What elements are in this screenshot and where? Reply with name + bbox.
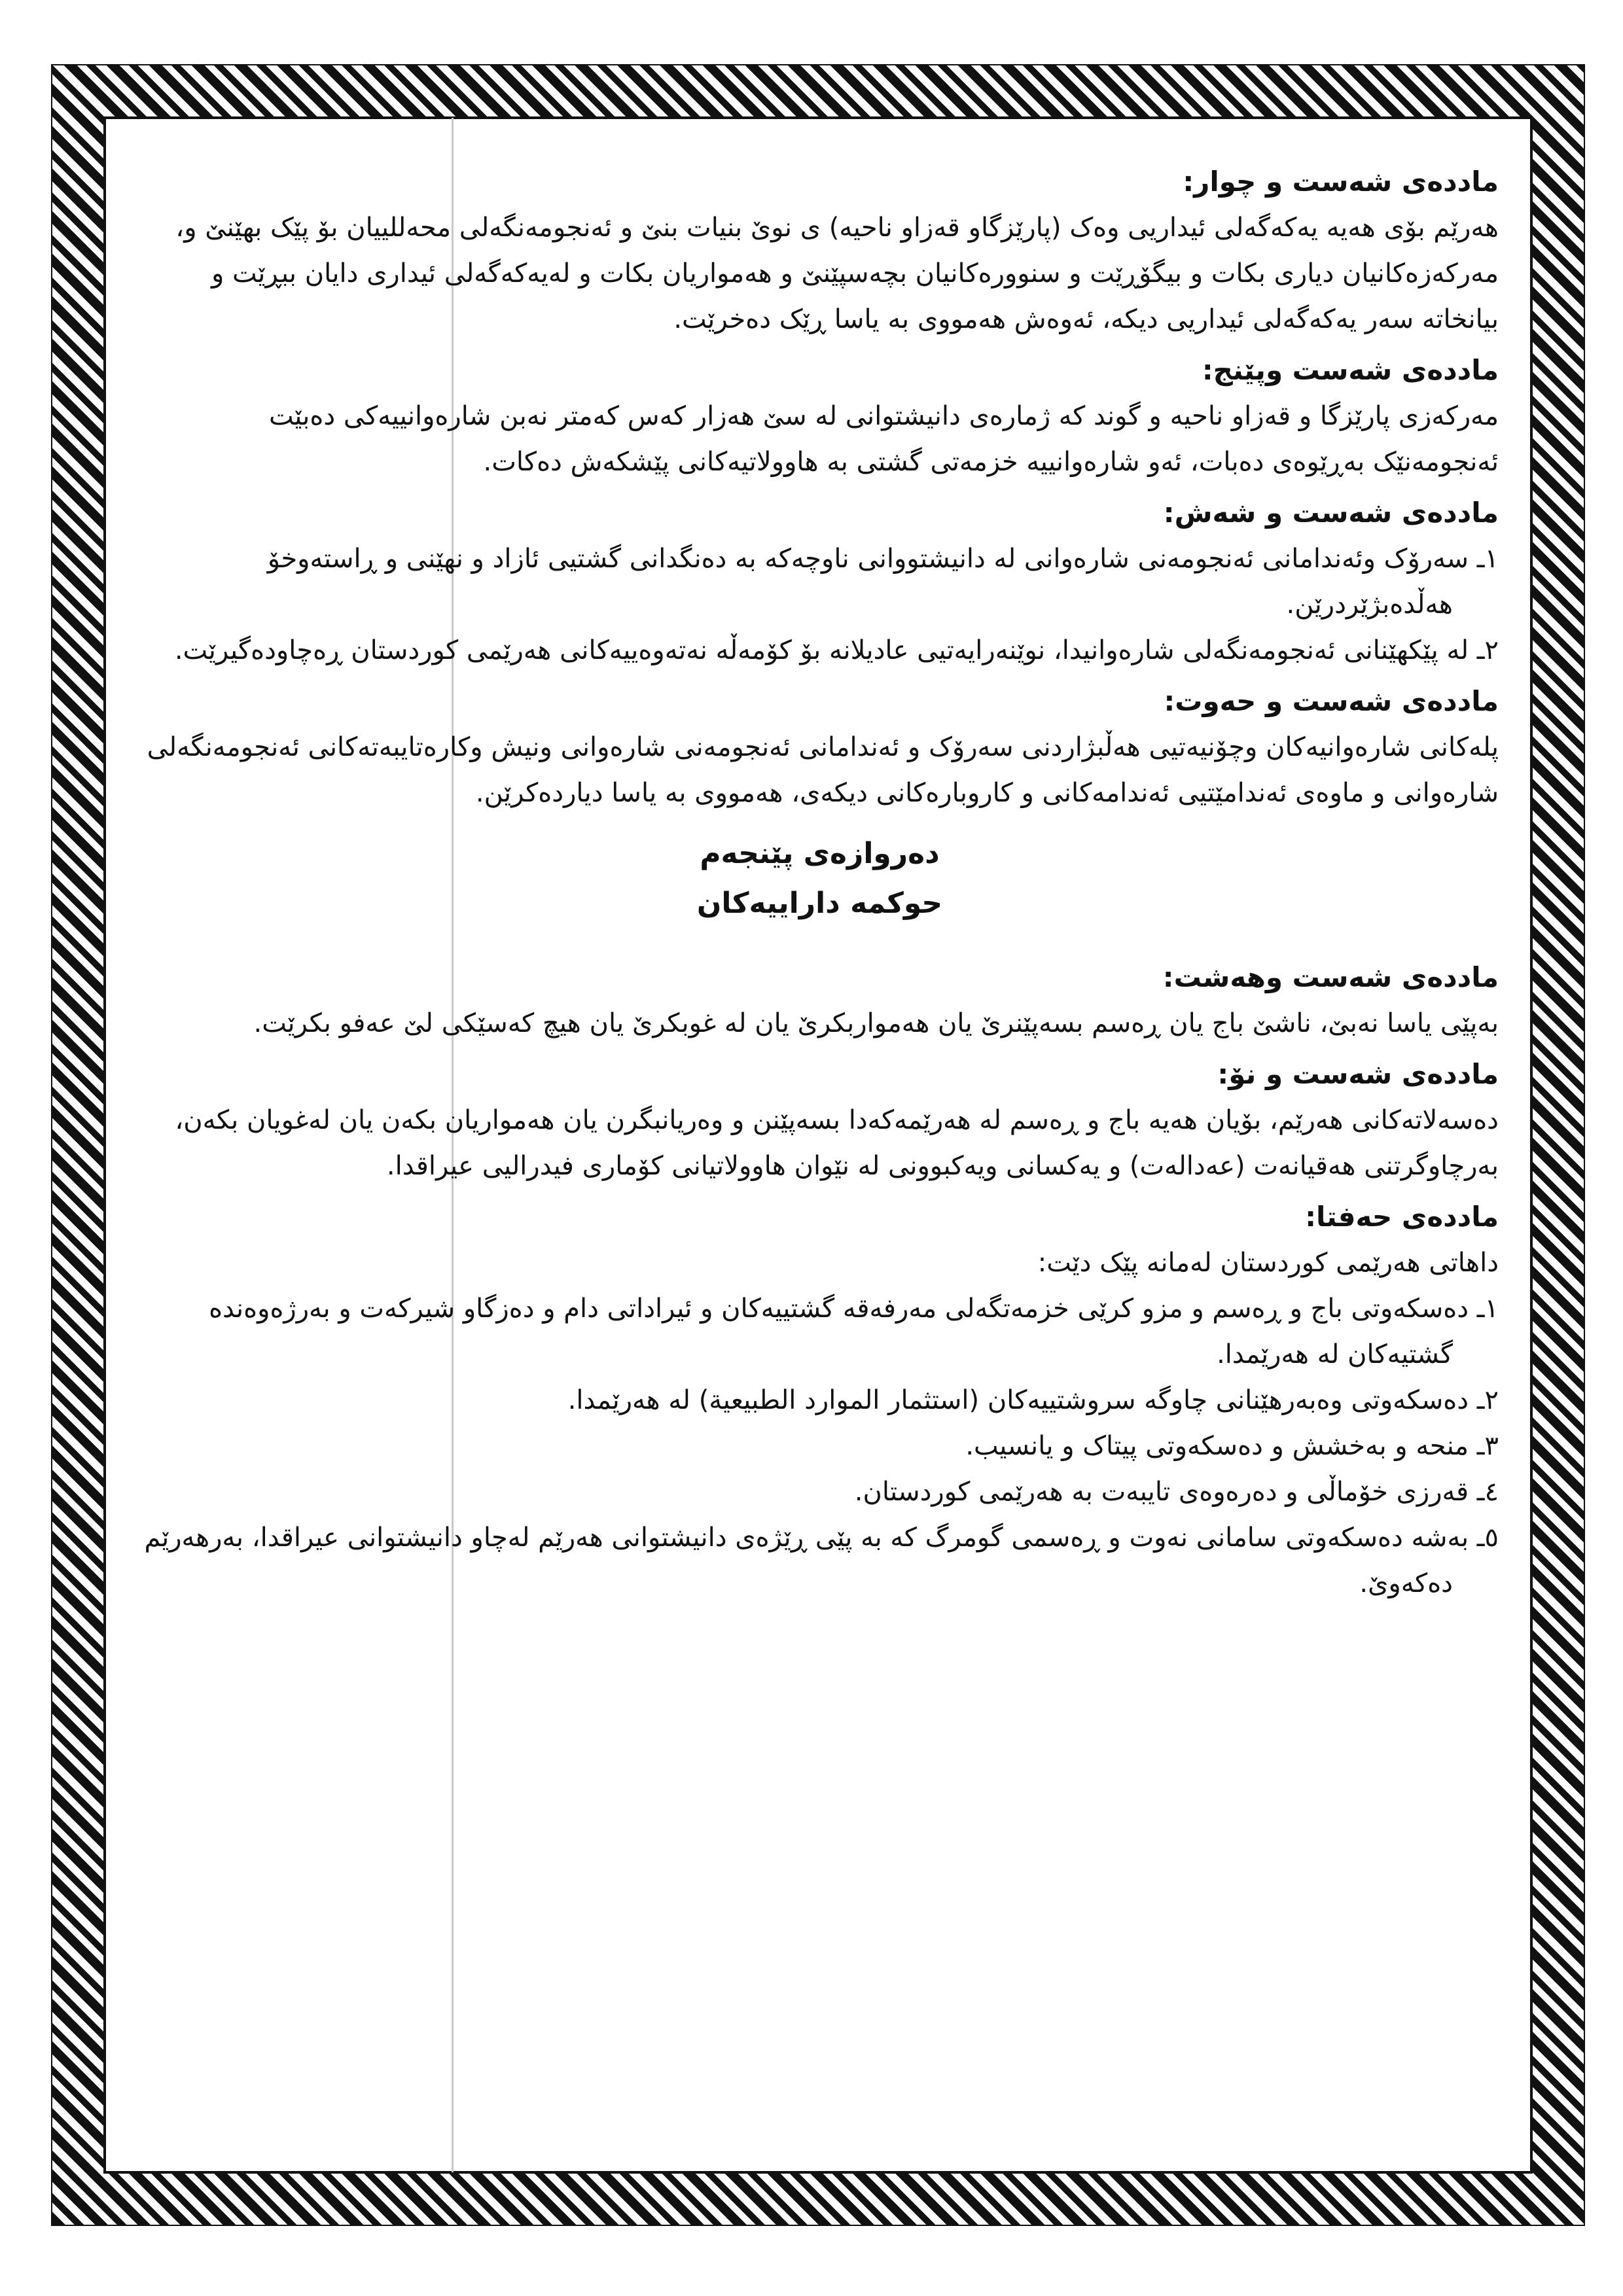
article-70-heading: ماددەی حەفتا:	[1305, 1201, 1499, 1233]
article-66-item-1: ١ـ سەرۆک وئەندامانی ئەنجومەنی شارەوانی لە دانیشتووانی ناوچەکە بە دەنگدانی گشتیی ئازاد و نهێنی و ڕاستەوخۆ هەڵدەبژێردرێن.	[267, 544, 1499, 620]
article-70-item-2: ٢ـ دەسکەوتی وەبەرهێنانی چاوگە سروشتییەکان (استثمار الموارد الطبیعیة) لە هەرێمدا.	[567, 1385, 1499, 1415]
article-66-heading: ماددەی شەست و شەش:	[1163, 497, 1499, 529]
article-70-intro: داهاتی هەرێمی کوردستان لەمانە پێک دێت:	[1037, 1248, 1499, 1278]
article-70-item-3: ٣ـ منحە و بەخشش و دەسکەوتی پیتاک و یانسیب.	[965, 1431, 1499, 1461]
chapter-title-block	[141, 829, 1499, 928]
article-64-heading: ماددەی شەست و چوار:	[1183, 166, 1499, 198]
chapter-number: دەروازەی پێنجەم	[700, 837, 940, 870]
article-68-text: بەپێی یاسا نەبێ، ناشێ باج یان ڕەسم بسەپێنرێ یان هەمواربکرێ یان لە غوبکرێ یان هیچ کەسێکی لێ عەفو بکرێت.	[253, 1008, 1499, 1038]
article-68-heading: ماددەی شەست وهەشت:	[1162, 961, 1499, 993]
document-body	[141, 154, 1499, 1606]
article-65-heading: ماددەی شەست وپێنج:	[1202, 354, 1499, 386]
chapter-title: حوکمە داراییەکان	[696, 887, 943, 920]
article-70-item-1: ١ـ دەسکەوتی باج و ڕەسم و مزو کرێی خزمەتگەلی مەرفەقە گشتییەکان و ئیراداتی دام و دەزگاو شیرکەت و بەرژەوەندە گشتیەکان لە هەرێمدا.	[209, 1294, 1499, 1369]
article-69-heading: ماددەی شەست و نۆ:	[1217, 1058, 1499, 1090]
article-66-item-2: ٢ـ لە پێکهێنانی ئەنجومەنگەلی شارەوانیدا، نوێنەرایەتیی عادیلانە بۆ کۆمەڵە نەتەوەییەکانی هەرێمی کوردستان ڕەچاودەگیرێت.	[174, 635, 1499, 665]
article-70-item-5: ٥ـ بەشە دەسکەوتی سامانی نەوت و ڕەسمی گومرگ کە بە پێی ڕێژەی دانیشتوانی هەرێم لەچاو دانیشتوانی عیراقدا، بەرهەرێم دەکەوێ.	[144, 1523, 1499, 1598]
article-70-item-4: ٤ـ قەرزی خۆماڵی و دەرەوەی تایبەت بە هەرێمی کوردستان.	[854, 1477, 1499, 1507]
article-64-text: هەرێم بۆی هەیە یەکەگەلی ئیداریی وەک (پارێزگاو قەزاو ناحیە) ی نوێ بنیات بنێ و ئەنجومەنگەلی محەللییان بۆ پێک بهێنێ و، مەرکەزەکانیان دیاری بکات و بیگۆڕێت و سنوورەکانیان بچەسپێنێ و هەمواریان بکات و لەیەکەگەلی ئیداری دایان ببڕێت و بیانخاتە سەر یەکەگەلی ئیداریی دیکە، ئەوەش هەمووی بە یاسا ڕێک دەخرێت.	[175, 213, 1499, 334]
article-69-text: دەسەلاتەکانی هەرێم، بۆیان هەیە باج و ڕەسم لە هەرێمەکەدا بسەپێنن و وەریانبگرن یان هەمواریان بکەن یان لەغویان بکەن، بەرچاوگرتنی هەقیانەت (عەدالەت) و یەکسانی ویەکبوونی لە نێوان هاوولاتیانی کۆماری فیدرالیی عیراقدا.	[175, 1105, 1499, 1181]
article-67-heading: ماددەی شەست و حەوت:	[1164, 685, 1499, 717]
article-67-text: پلەکانی شارەوانیەکان وچۆنیەتیی هەڵبژاردنی سەرۆک و ئەندامانی ئەنجومەنی شارەوانی ونیش وکارەتایبەتەکانی ئەنجومەنگەلی شارەوانی و ماوەی ئەندامێتیی ئەندامەکانی و کاروبارەکانی دیکەی، هەمووی بە یاسا دیاردەکرێن.	[147, 732, 1499, 808]
article-65-text: مەرکەزی پارێزگا و قەزاو ناحیە و گوند کە ژمارەی دانیشتوانی لە سێ هەزار کەس کەمتر نەبن شارەوانییەکی دەبێت ئەنجومەنێک بەڕێوەی دەبات، ئەو شارەوانییە خزمەتی گشتی بە هاوولاتیەکانی پێشکەش دەکات.	[268, 401, 1499, 477]
